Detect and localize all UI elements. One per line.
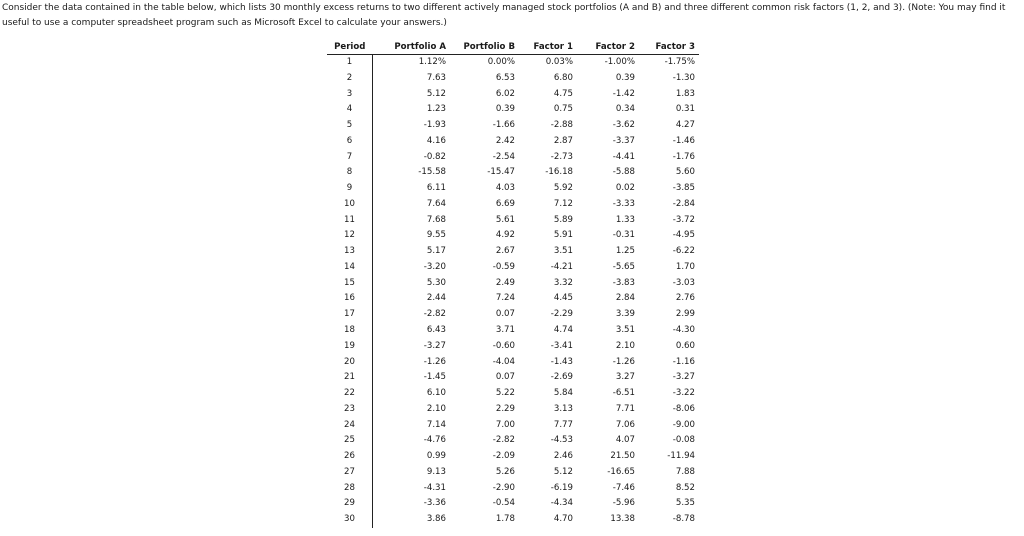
cell-factor-3: 8.52: [675, 482, 695, 493]
cell-portfolio-b: 6.02: [495, 88, 515, 99]
table-header-row: [327, 40, 699, 55]
cell-portfolio-a: -0.82: [423, 151, 446, 162]
cell-portfolio-a: -3.27: [423, 340, 446, 351]
cell-portfolio-a: 6.11: [426, 183, 446, 194]
cell-factor-2: 3.27: [615, 372, 635, 383]
cell-factor-3: -3.22: [672, 388, 695, 399]
cell-factor-3: 7.88: [675, 466, 695, 477]
cell-portfolio-a: 7.14: [426, 419, 446, 430]
table-row: [327, 165, 699, 181]
cell-factor-1: -4.53: [550, 435, 573, 446]
table-row: [327, 339, 699, 355]
cell-factor-3: -3.27: [672, 372, 695, 383]
cell-factor-3: -3.03: [672, 277, 695, 288]
cell-portfolio-a: -3.36: [423, 498, 446, 509]
cell-factor-2: 2.10: [615, 340, 635, 351]
question-text: Consider the data contained in the table below, which lists 30 monthly excess returns to two different actively managed stock portfolios (A and B) and three different common risk factors (1, 2, and 3). (Note: You may find it useful to use a computer spreadsheet program such as Microsoft Excel to calculate your answers.): [2, 3, 1006, 28]
cell-portfolio-b: 0.07: [495, 309, 515, 320]
cell-factor-3: 0.60: [675, 340, 695, 351]
cell-portfolio-a: -1.93: [423, 120, 446, 131]
cell-factor-1: 3.51: [553, 246, 573, 257]
cell-factor-1: 7.77: [553, 419, 573, 430]
cell-factor-2: 7.71: [615, 403, 635, 414]
cell-portfolio-b: 2.67: [495, 246, 515, 257]
cell-portfolio-b: 6.53: [495, 72, 515, 83]
cell-factor-2: -16.65: [607, 466, 635, 477]
cell-portfolio-a: -15.58: [418, 167, 446, 178]
cell-portfolio-b: 2.29: [495, 403, 515, 414]
cell-factor-1: -4.34: [550, 498, 573, 509]
cell-period: 16: [327, 291, 373, 307]
cell-portfolio-b: 5.61: [495, 214, 515, 225]
cell-portfolio-b: 5.22: [495, 388, 515, 399]
cell-factor-2: 2.84: [615, 293, 635, 304]
cell-period: 20: [327, 355, 373, 371]
cell-period: 18: [327, 323, 373, 339]
cell-portfolio-b: 7.00: [495, 419, 515, 430]
cell-factor-1: -3.41: [550, 340, 573, 351]
cell-portfolio-a: -4.76: [423, 435, 446, 446]
cell-factor-1: 2.87: [553, 135, 573, 146]
cell-period: 6: [327, 134, 373, 150]
cell-factor-1: 5.84: [553, 388, 573, 399]
cell-factor-2: -4.41: [612, 151, 635, 162]
cell-portfolio-b: -0.54: [492, 498, 515, 509]
cell-factor-2: -1.42: [612, 88, 635, 99]
cell-factor-1: 5.91: [553, 230, 573, 241]
cell-period: 5: [327, 118, 373, 134]
table-row: [327, 55, 699, 71]
cell-portfolio-b: 3.71: [495, 325, 515, 336]
table-row: [327, 418, 699, 434]
cell-factor-3: 2.76: [675, 293, 695, 304]
cell-portfolio-b: 1.78: [495, 514, 515, 525]
cell-factor-3: 5.60: [675, 167, 695, 178]
cell-portfolio-b: 4.92: [495, 230, 515, 241]
cell-portfolio-a: -2.82: [423, 309, 446, 320]
table-row: [327, 496, 699, 512]
cell-portfolio-a: 7.63: [426, 72, 446, 83]
cell-factor-3: -11.94: [667, 451, 695, 462]
cell-factor-1: 0.03%: [545, 57, 573, 67]
cell-factor-3: -9.00: [672, 419, 695, 430]
table-row: [327, 134, 699, 150]
cell-period: 11: [327, 213, 373, 229]
cell-factor-2: 1.25: [615, 246, 635, 257]
cell-factor-3: -4.30: [672, 325, 695, 336]
cell-portfolio-b: -15.47: [487, 167, 515, 178]
cell-period: 14: [327, 260, 373, 276]
cell-factor-2: -1.26: [612, 356, 635, 367]
cell-factor-3: 2.99: [675, 309, 695, 320]
table-row: [327, 481, 699, 497]
table-row: [327, 87, 699, 103]
cell-portfolio-b: 2.49: [495, 277, 515, 288]
header-factor-2: Factor 2: [577, 40, 639, 55]
cell-factor-2: -7.46: [612, 482, 635, 493]
header-period: Period: [327, 40, 373, 55]
cell-portfolio-a: 1.23: [426, 104, 446, 115]
cell-period: 7: [327, 150, 373, 166]
cell-factor-2: -1.00%: [604, 57, 635, 67]
cell-portfolio-a: 0.99: [426, 451, 446, 462]
cell-factor-1: -6.19: [550, 482, 573, 493]
cell-factor-3: 1.70: [675, 261, 695, 272]
table-row: [327, 118, 699, 134]
cell-portfolio-a: 2.44: [426, 293, 446, 304]
cell-period: 27: [327, 465, 373, 481]
cell-period: 10: [327, 197, 373, 213]
cell-period: 3: [327, 87, 373, 103]
cell-period: 23: [327, 402, 373, 418]
cell-portfolio-a: 1.12%: [418, 57, 446, 67]
table-row: [327, 386, 699, 402]
cell-factor-3: 4.27: [675, 120, 695, 131]
cell-portfolio-b: 5.26: [495, 466, 515, 477]
cell-factor-2: 0.39: [615, 72, 635, 83]
cell-factor-2: 21.50: [610, 451, 635, 462]
cell-factor-3: 1.83: [675, 88, 695, 99]
cell-factor-1: 5.89: [553, 214, 573, 225]
cell-factor-2: 1.33: [615, 214, 635, 225]
table-row: [327, 181, 699, 197]
cell-factor-2: -3.62: [612, 120, 635, 131]
cell-portfolio-b: 4.03: [495, 183, 515, 194]
cell-factor-2: 4.07: [615, 435, 635, 446]
header-factor-3: Factor 3: [639, 40, 699, 55]
cell-period: 17: [327, 307, 373, 323]
table-row: [327, 370, 699, 386]
cell-factor-3: -3.85: [672, 183, 695, 194]
cell-factor-1: -4.21: [550, 261, 573, 272]
cell-portfolio-b: -1.66: [492, 120, 515, 131]
cell-portfolio-b: 0.39: [495, 104, 515, 115]
cell-factor-1: 2.46: [553, 451, 573, 462]
cell-factor-1: 4.74: [553, 325, 573, 336]
cell-factor-1: 4.75: [553, 88, 573, 99]
cell-factor-1: 5.92: [553, 183, 573, 194]
table-row: [327, 102, 699, 118]
cell-period: 1: [327, 55, 373, 71]
cell-factor-2: -5.96: [612, 498, 635, 509]
cell-portfolio-a: 3.86: [426, 514, 446, 525]
cell-factor-3: 0.31: [675, 104, 695, 115]
cell-portfolio-a: -1.45: [423, 372, 446, 383]
table-row: [327, 150, 699, 166]
cell-factor-2: 0.34: [615, 104, 635, 115]
cell-period: 21: [327, 370, 373, 386]
cell-portfolio-b: 6.69: [495, 198, 515, 209]
table-row: [327, 307, 699, 323]
cell-portfolio-a: 5.30: [426, 277, 446, 288]
cell-factor-2: -6.51: [612, 388, 635, 399]
cell-period: 29: [327, 496, 373, 512]
cell-factor-3: -6.22: [672, 246, 695, 257]
cell-factor-2: 7.06: [615, 419, 635, 430]
table-row: [327, 276, 699, 292]
cell-factor-3: 5.35: [675, 498, 695, 509]
table-row: [327, 260, 699, 276]
cell-portfolio-a: 5.12: [426, 88, 446, 99]
cell-factor-3: -1.46: [672, 135, 695, 146]
table-row: [327, 213, 699, 229]
cell-period: 19: [327, 339, 373, 355]
cell-period: 30: [327, 512, 373, 528]
cell-factor-3: -0.08: [672, 435, 695, 446]
cell-factor-1: 3.32: [553, 277, 573, 288]
returns-table-container: [327, 40, 699, 528]
cell-portfolio-b: 0.00%: [487, 57, 515, 67]
cell-factor-1: -2.88: [550, 120, 573, 131]
cell-portfolio-a: 9.13: [426, 466, 446, 477]
cell-period: 8: [327, 165, 373, 181]
cell-period: 26: [327, 449, 373, 465]
cell-factor-1: 6.80: [553, 72, 573, 83]
cell-factor-3: -3.72: [672, 214, 695, 225]
cell-period: 25: [327, 433, 373, 449]
table-body: [327, 55, 699, 528]
cell-factor-2: 0.02: [615, 183, 635, 194]
cell-factor-2: 3.51: [615, 325, 635, 336]
table-row: [327, 402, 699, 418]
table-row: [327, 197, 699, 213]
table-row: [327, 465, 699, 481]
cell-period: 12: [327, 228, 373, 244]
cell-factor-3: -8.06: [672, 403, 695, 414]
table-row: [327, 291, 699, 307]
cell-factor-3: -1.16: [672, 356, 695, 367]
cell-portfolio-a: 7.68: [426, 214, 446, 225]
table-row: [327, 433, 699, 449]
header-factor-1: Factor 1: [519, 40, 577, 55]
cell-portfolio-b: 7.24: [495, 293, 515, 304]
cell-factor-1: 7.12: [553, 198, 573, 209]
cell-period: 4: [327, 102, 373, 118]
table-row: [327, 71, 699, 87]
table-row: [327, 355, 699, 371]
table-row: [327, 244, 699, 260]
cell-factor-2: -3.33: [612, 198, 635, 209]
cell-period: 24: [327, 418, 373, 434]
table-row: [327, 323, 699, 339]
cell-portfolio-a: -3.20: [423, 261, 446, 272]
cell-period: 22: [327, 386, 373, 402]
cell-portfolio-a: 2.10: [426, 403, 446, 414]
cell-portfolio-a: 4.16: [426, 135, 446, 146]
cell-factor-2: -3.37: [612, 135, 635, 146]
cell-portfolio-a: 7.64: [426, 198, 446, 209]
cell-period: 13: [327, 244, 373, 260]
cell-portfolio-a: -1.26: [423, 356, 446, 367]
cell-factor-1: 0.75: [553, 104, 573, 115]
cell-factor-2: -5.65: [612, 261, 635, 272]
cell-portfolio-a: -4.31: [423, 482, 446, 493]
table-row: [327, 512, 699, 528]
cell-factor-3: -1.75%: [664, 57, 695, 67]
cell-factor-1: 5.12: [553, 466, 573, 477]
cell-factor-1: -2.73: [550, 151, 573, 162]
cell-factor-1: 3.13: [553, 403, 573, 414]
cell-factor-3: -1.76: [672, 151, 695, 162]
cell-portfolio-b: -0.60: [492, 340, 515, 351]
cell-factor-2: -3.83: [612, 277, 635, 288]
cell-factor-2: -5.88: [612, 167, 635, 178]
cell-factor-2: 13.38: [610, 514, 635, 525]
cell-portfolio-b: 2.42: [495, 135, 515, 146]
cell-portfolio-a: 6.10: [426, 388, 446, 399]
cell-factor-1: -16.18: [545, 167, 573, 178]
cell-period: 9: [327, 181, 373, 197]
returns-table: [327, 40, 699, 528]
cell-factor-3: -1.30: [672, 72, 695, 83]
table-row: [327, 449, 699, 465]
cell-portfolio-b: -2.09: [492, 451, 515, 462]
header-portfolio-b: Portfolio B: [450, 40, 519, 55]
cell-portfolio-b: -2.82: [492, 435, 515, 446]
cell-portfolio-a: 6.43: [426, 325, 446, 336]
cell-factor-3: -2.84: [672, 198, 695, 209]
table-row: [327, 228, 699, 244]
cell-period: 15: [327, 276, 373, 292]
cell-portfolio-a: 5.17: [426, 246, 446, 257]
cell-factor-1: -1.43: [550, 356, 573, 367]
cell-factor-3: -4.95: [672, 230, 695, 241]
cell-period: 28: [327, 481, 373, 497]
cell-portfolio-b: -2.54: [492, 151, 515, 162]
cell-portfolio-a: 9.55: [426, 230, 446, 241]
cell-portfolio-b: -4.04: [492, 356, 515, 367]
cell-portfolio-b: 0.07: [495, 372, 515, 383]
cell-factor-2: 3.39: [615, 309, 635, 320]
header-portfolio-a: Portfolio A: [373, 40, 451, 55]
cell-portfolio-b: -2.90: [492, 482, 515, 493]
cell-period: 2: [327, 71, 373, 87]
cell-factor-1: -2.29: [550, 309, 573, 320]
cell-factor-3: -8.78: [672, 514, 695, 525]
cell-factor-1: 4.45: [553, 293, 573, 304]
cell-factor-1: 4.70: [553, 514, 573, 525]
cell-factor-1: -2.69: [550, 372, 573, 383]
cell-portfolio-b: -0.59: [492, 261, 515, 272]
cell-factor-2: -0.31: [612, 230, 635, 241]
